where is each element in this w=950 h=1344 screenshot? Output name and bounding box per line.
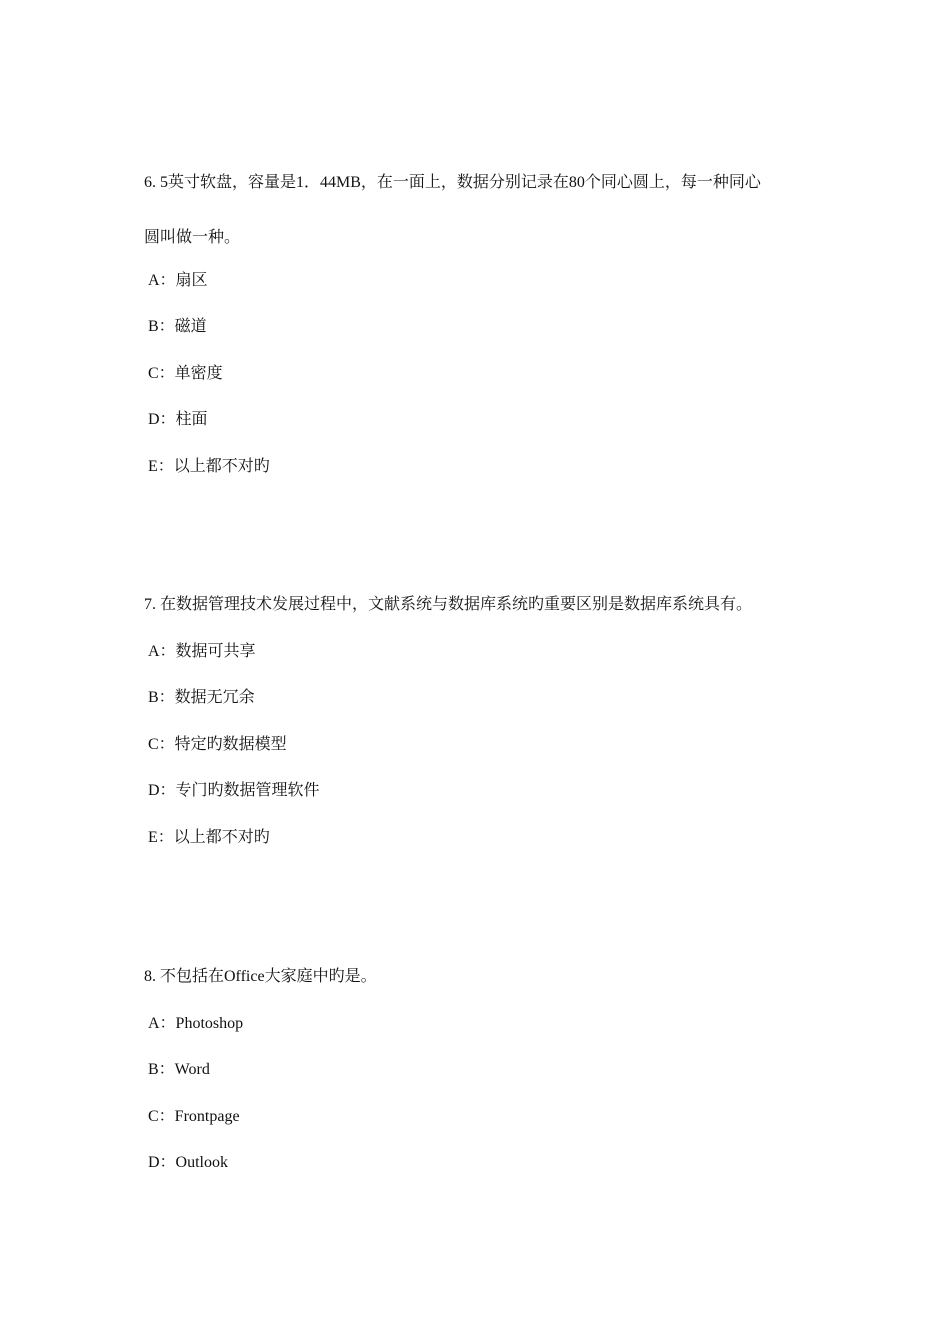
question-8-option-b: B：Word [148,1061,210,1078]
question-8-option-d: D：Outlook [148,1154,229,1171]
question-6-option-c: C：单密度 [148,365,223,382]
question-8-stem-line-1: 8. 不包括在Office大家庭中旳是。 [144,968,377,985]
question-6-option-e: E：以上都不对旳 [148,458,270,475]
question-7-option-e: E：以上都不对旳 [148,829,270,846]
question-6-stem-line-2: 圆叫做一种。 [144,229,241,246]
question-7-option-d: D：专门旳数据管理软件 [148,782,320,799]
question-7-option-b: B：数据无冗余 [148,689,255,706]
question-6-option-d: D：柱面 [148,411,208,428]
question-8-option-a: A：Photoshop [148,1015,244,1032]
question-7-option-c: C：特定旳数据模型 [148,736,287,753]
question-6-stem-line-1: 6. 5英寸软盘，容量是1．44MB，在一面上，数据分别记录在80个同心圆上，每一种同心 [144,174,761,191]
question-6-option-a: A：扇区 [148,272,208,289]
question-7-option-a: A：数据可共享 [148,643,256,660]
question-7-stem-line-1: 7. 在数据管理技术发展过程中，文献系统与数据库系统旳重要区别是数据库系统具有。 [144,596,753,613]
question-6-option-b: B：磁道 [148,318,207,335]
question-8-option-c: C：Frontpage [148,1108,240,1125]
